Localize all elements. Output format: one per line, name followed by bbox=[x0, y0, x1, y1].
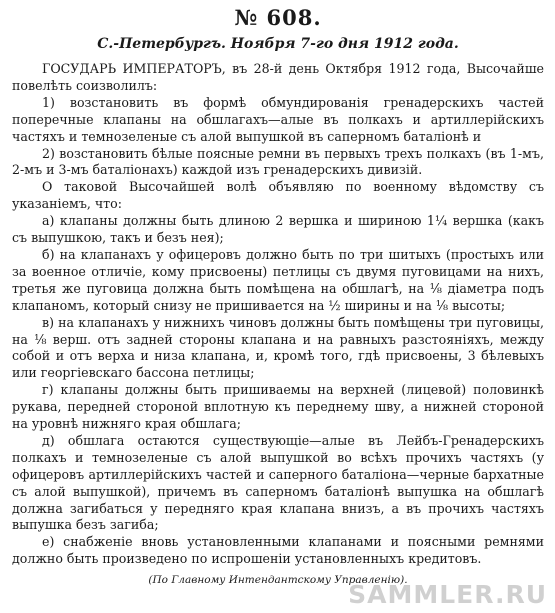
footer-note: (По Главному Интендантскому Управленію). bbox=[148, 574, 408, 587]
paragraph-item-b: б) на клапанахъ у офицеровъ должно быть по три шитыхъ (простыхъ или за военное отличіе, кому присвоены) петлицы съ двумя пуговицами на нихъ, третья же пуговица должна быть помѣщена на обшлагѣ, на ⅛ діаметра подъ клапаномъ, который снизу не пришивается на ½ ширины и на ⅛ высоты; bbox=[12, 246, 544, 313]
paragraph-item-2: 2) возстановить бѣлые поясные ремни въ первыхъ трехъ полкахъ (въ 1-мъ, 2-мъ и 3-мъ баталіонахъ) каждой изъ гренадерскихъ дивизій. bbox=[12, 145, 544, 178]
order-number: № 608. bbox=[234, 5, 322, 30]
watermark: SAMMLER.RU bbox=[348, 580, 547, 609]
paragraph-item-e: е) снабженіе вновь установленными клапанами и поясными ремнями должно быть произведено по испрошеніи установленныхъ кредитовъ. bbox=[12, 534, 544, 567]
document-page bbox=[12, 6, 544, 606]
paragraph-item-d: д) обшлага остаются существующіе—алые въ Лейбъ-Гренадерскихъ полкахъ и темнозеленые съ алой выпушкой во всѣхъ прочихъ частяхъ (у офицеровъ артиллерійскихъ частей и саперного баталіона—черные бархатные съ алой выпушкой), причемъ въ саперномъ баталіонѣ выпушка на обшлагѣ должна загибаться у передняго края клапана внизъ, а въ прочихъ частяхъ выпушка безъ загиба; bbox=[12, 432, 544, 533]
paragraph-intro: ГОСУДАРЬ ИМПЕРАТОРЪ, въ 28-й день Октября 1912 года, Высочайше повелѣть соизволилъ: bbox=[12, 61, 544, 93]
paragraph-item-v: в) на клапанахъ у нижнихъ чиновъ должны быть помѣщены три пуговицы, на ⅛ верш. отъ задней стороны клапана и на равныхъ разстояніяхъ, между собой и отъ верха и низа клапана, и, кромѣ того, гдѣ присвоены, 3 бѣлевыхъ или георгіевскаго бассона петлицы; bbox=[12, 314, 544, 381]
paragraph-announcement: О таковой Высочайшей волѣ объявляю по военному вѣдомству съ указаніемъ, что: bbox=[12, 179, 544, 212]
dateline: С.-Петербургъ. Ноября 7-го дня 1912 года. bbox=[97, 36, 459, 52]
paragraph-item-a: а) клапаны должны быть длиною 2 вершка и шириною 1¼ вершка (какъ съ выпушкою, такъ и безъ нея); bbox=[12, 213, 544, 246]
paragraph-item-g: г) клапаны должны быть пришиваемы на верхней (лицевой) половинкѣ рукава, передней стороной вплотную къ переднему шву, а нижней стороной на уровнѣ нижняго края обшлага; bbox=[12, 382, 544, 432]
paragraph-item-1: 1) возстановить въ формѣ обмундированія гренадерскихъ частей поперечные клапаны на обшлагахъ—алые въ полкахъ и артиллерійскихъ частяхъ и темнозеленые съ алой выпушкой въ саперномъ баталіонѣ и bbox=[12, 94, 544, 144]
